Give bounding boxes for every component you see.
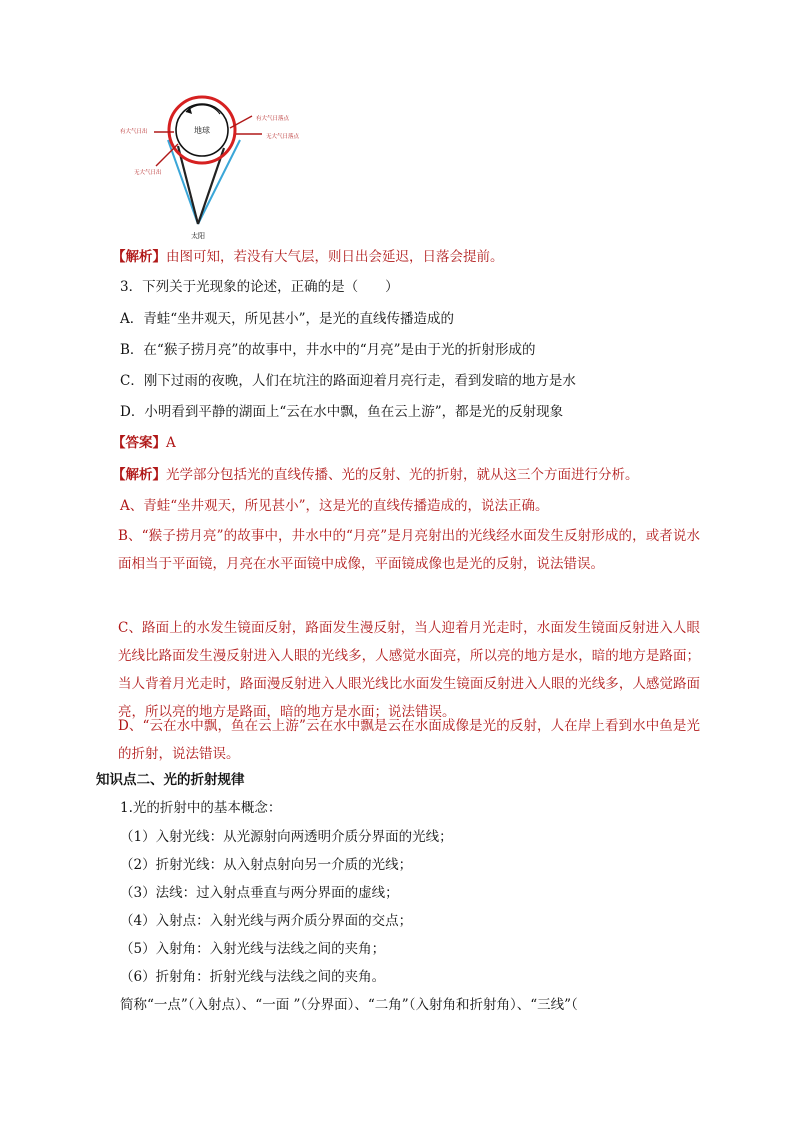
- option-a: A．青蛙“坐井观天，所见甚小”，是光的直线传播造成的: [120, 311, 455, 327]
- arrow-no-atm-rise: [156, 144, 178, 166]
- analysis-2-text: 光学部分包括光的直线传播、光的反射、光的折射，就从这三个方面进行分析。: [166, 467, 639, 483]
- analysis-2-c: C、路面上的水发生镜面反射，路面发生漫反射，当人迎着月光走时，水面发生镜面反射进入人眼光线比路面发生漫反射进入人眼的光线多，人感觉水面亮，所以亮的地方是水，暗的地方是路面；当人背着月光走时，路面漫反射进入人眼光线比水面发生镜面反射进入人眼的光线多，人感觉路面亮，所以亮的地方是路面，暗的地方是水面；说法错误。: [118, 620, 700, 720]
- question-stem: 3．下列关于光现象的论述，正确的是（ ）: [120, 279, 399, 295]
- label-with-atm-rise: 有大气日出: [120, 129, 148, 135]
- analysis-text: 由图可知，若没有大气层，则日出会延迟，日落会提前。: [166, 249, 504, 265]
- concept-item: （4）入射点：入射光线与两介质分界面的交点；: [120, 913, 413, 929]
- label-no-atm-set: 无大气日落点: [266, 134, 300, 140]
- option-c: C．刚下过雨的夜晚，人们在坑注的路面迎着月亮行走，看到发暗的地方是水: [120, 373, 576, 389]
- straight-ray-right: [198, 148, 224, 224]
- analysis-tag: 【解析】: [112, 249, 166, 265]
- answer: [112, 434, 176, 452]
- section-intro: 1.光的折射中的基本概念：: [120, 800, 282, 816]
- analysis-2: [112, 466, 639, 484]
- concept-item: （1）入射光线：从光源射向两透明介质分界面的光线；: [120, 829, 453, 845]
- straight-ray-left: [178, 146, 198, 224]
- concept-item: （3）法线：过入射点垂直与两分界面的虚线；: [120, 885, 399, 901]
- analysis-1: [112, 248, 504, 266]
- answer-value: A: [166, 435, 176, 451]
- option-b: B．在“猴子捞月亮”的故事中，井水中的“月亮”是由于光的折射形成的: [120, 342, 536, 358]
- concept-item: （2）折射光线：从入射点射向另一介质的光线；: [120, 857, 413, 873]
- summary-line: 简称“一点”（入射点）、“一面 ”（分界面）、“二角”（入射角和折射角）、“三线”（: [120, 997, 578, 1013]
- sun-label: 太阳: [191, 232, 205, 240]
- sunrise-sunset-diagram: [112, 88, 322, 246]
- option-d: D．小明看到平静的湖面上“云在水中飘，鱼在云上游”，都是光的反射现象: [120, 404, 564, 420]
- label-with-atm-set: 有大气日落点: [256, 116, 290, 122]
- answer-tag: 【答案】: [112, 435, 166, 451]
- concept-item: （6）折射角：折射光线与法线之间的夹角。: [120, 969, 386, 985]
- earth-label: 地球: [194, 126, 210, 135]
- analysis-2-d: D、“云在水中飘，鱼在云上游”云在水中飘是云在水面成像是光的反射，人在岸上看到水中鱼是光的折射，说法错误。: [118, 718, 700, 762]
- analysis-2-b: B、“猴子捞月亮”的故事中，井水中的“月亮”是月亮射出的光线经水面发生反射形成的，或者说水面相当于平面镜，月亮在水平面镜中成像，平面镜成像也是光的反射，说法错误。: [118, 528, 700, 572]
- concept-item: （5）入射角：入射光线与法线之间的夹角；: [120, 941, 386, 957]
- label-no-atm-rise: 无大气日出: [134, 170, 162, 176]
- analysis-2-tag: 【解析】: [112, 467, 166, 483]
- section-title: 知识点二、光的折射规律: [96, 772, 245, 788]
- analysis-2-a: A、青蛙“坐井观天，所见甚小”，这是光的直线传播造成的，说法正确。: [120, 498, 549, 514]
